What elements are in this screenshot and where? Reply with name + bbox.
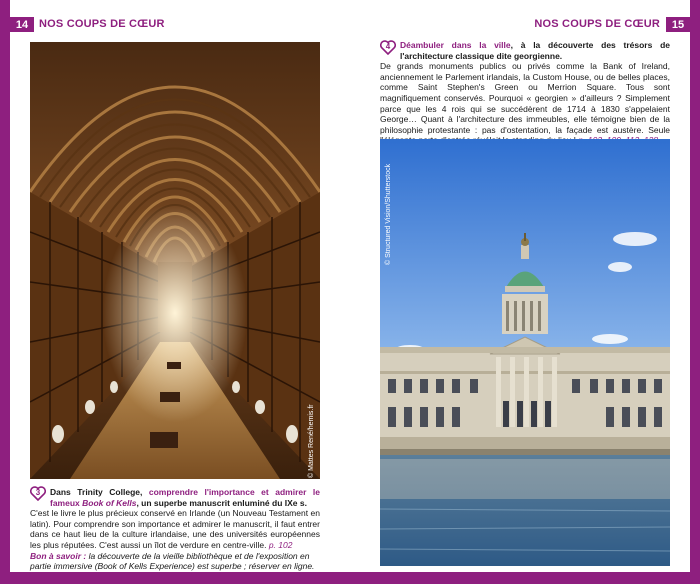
right-photo-credit: © Structured Vision/Shutterstock xyxy=(385,163,392,265)
entry-3-tip-text: la découverte de la vieille bibliothèque et de l'exposition en partie immersive (Book of Kells Experience) est superbe ; réserver en ligne. xyxy=(30,550,315,572)
right-frame-bar xyxy=(690,0,700,584)
right-running-head: NOS COUPS DE CŒUR xyxy=(534,18,660,30)
entry-4-lead-rest: , à la découverte des trésors de l'architecture classique dite georgienne. xyxy=(400,40,670,61)
entry-3-lead-start: Dans Trinity College, xyxy=(50,487,149,497)
library-photo xyxy=(30,42,320,479)
entry-3-text xyxy=(30,487,320,572)
left-running-head: NOS COUPS DE CŒUR xyxy=(39,18,165,30)
left-page-number: 14 xyxy=(10,17,34,32)
entry-4-number: 4 xyxy=(385,42,391,51)
entry-3-lead xyxy=(30,487,320,508)
left-photo-credit: © Mattes René/hemis.fr xyxy=(308,404,315,478)
entry-4-body: De grands monuments publics ou privés comme la Bank of Ireland, anciennement le Parlement irlandais, la Custom House, ou de belles places, comme Saint Stephen's Green ou Merrion Square. Tous sont magnifiquement conservés. Pourquoi « georgien » d'ailleurs ? Simplement parce que les 4 rois qui se succédèrent de 1714 à 1830 s'appelaient George… Quant à l'architecture des immeubles, elle témoigne bien de la philosophie protestante : pas d'ostentation, la façade est austère. Seule xyxy=(380,61,670,146)
entry-3-page-ref[interactable]: p. 102 xyxy=(268,539,293,550)
custom-house-photo xyxy=(380,139,670,566)
entry-4-lead-accent: Déambuler dans la ville xyxy=(400,40,511,50)
left-frame-bar xyxy=(0,0,10,584)
entry-3-body: C'est le livre le plus précieux conservé en Irlande (un Nouveau Testament en latin). Pour comprendre son importance et admirer le manuscrit, il faut entrer dans ce haut lieu de la culture irlandaise, une des universités européennes les plus réputées. C'est aussi un îlot de verdure en centre-ville. p. 102 xyxy=(30,508,320,550)
entry-3-lead-end: , un superbe manuscrit enluminé du IXe s. xyxy=(136,497,307,508)
entry-3-lead-accent: comprendre l'importance et admirer le fameux xyxy=(50,487,321,508)
right-page-number: 15 xyxy=(666,17,690,32)
entry-4-text xyxy=(380,40,670,146)
bottom-frame-bar xyxy=(0,572,700,584)
entry-3-tip xyxy=(30,551,320,572)
entry-3-tip-label: Bon à savoir : xyxy=(30,550,87,561)
entry-3-number: 3 xyxy=(35,488,41,497)
entry-3-book-title: Book of Kells xyxy=(82,497,137,508)
entry-4-lead xyxy=(380,40,670,61)
